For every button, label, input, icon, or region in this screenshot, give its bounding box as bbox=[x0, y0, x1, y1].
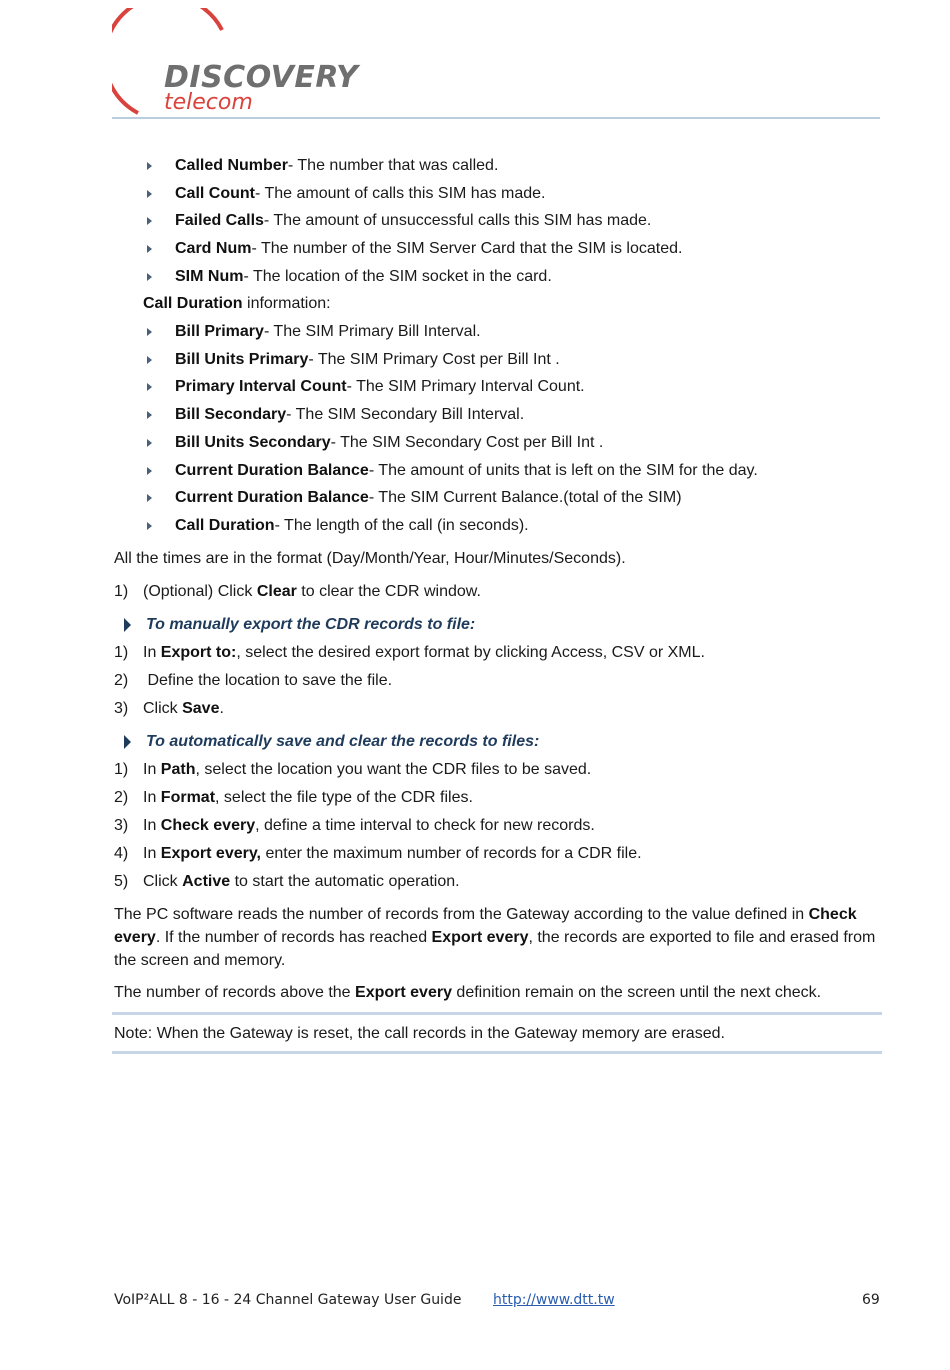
list-item bbox=[144, 459, 758, 483]
call-duration-heading bbox=[143, 292, 331, 316]
footer-website-link[interactable]: http://www.dtt.tw bbox=[493, 1292, 615, 1308]
step-ui-term: Export to: bbox=[160, 644, 237, 661]
procedure-title: To automatically save and clear the records to files: bbox=[146, 733, 540, 750]
step-number: 4) bbox=[114, 845, 129, 862]
logo-word-discovery: DISCOVERY bbox=[164, 60, 359, 95]
bullet-arrow-icon bbox=[147, 273, 152, 281]
note-bottom-border bbox=[112, 1051, 882, 1054]
list-item bbox=[144, 431, 603, 455]
description: - The amount of calls this SIM has made. bbox=[255, 185, 546, 202]
footer-title: VoIP²ALL 8 - 16 - 24 Channel Gateway User Guide bbox=[114, 1292, 462, 1308]
list-item bbox=[144, 348, 560, 372]
term: Current Duration Balance bbox=[175, 489, 369, 506]
step-item bbox=[143, 842, 642, 866]
step-number: 5) bbox=[114, 873, 129, 890]
description: - The location of the SIM socket in the card. bbox=[243, 268, 552, 285]
procedure-title: To manually export the CDR records to file: bbox=[146, 616, 476, 633]
description: information: bbox=[242, 295, 331, 312]
step-text: In bbox=[143, 845, 161, 862]
description: - The amount of unsuccessful calls this SIM has made. bbox=[263, 212, 652, 229]
step-text: enter the maximum number of records for a CDR file. bbox=[261, 845, 642, 862]
logo-word-telecom: telecom bbox=[164, 90, 253, 115]
bullet-arrow-icon bbox=[147, 217, 152, 225]
step-text: Click bbox=[143, 700, 183, 717]
bullet-arrow-icon bbox=[147, 494, 152, 502]
term: SIM Num bbox=[175, 268, 244, 285]
description: - The amount of units that is left on the SIM for the day. bbox=[368, 462, 758, 479]
list-item bbox=[144, 237, 682, 261]
term: Current Duration Balance bbox=[175, 462, 369, 479]
description: - The number of the SIM Server Card that the SIM is located. bbox=[251, 240, 683, 257]
bullet-arrow-icon bbox=[147, 162, 152, 170]
paragraph-text: definition remain on the screen until the next check. bbox=[451, 984, 822, 1001]
list-item bbox=[144, 154, 498, 178]
list-item bbox=[144, 182, 546, 206]
paragraph-ui-term: Check every bbox=[114, 906, 857, 946]
step-text: Define the location to save the file. bbox=[143, 672, 393, 689]
step-number: 1) bbox=[114, 644, 129, 661]
bullet-arrow-icon bbox=[147, 522, 152, 530]
list-item bbox=[144, 375, 585, 399]
term: Bill Units Primary bbox=[175, 351, 309, 368]
term: Card Num bbox=[175, 240, 252, 257]
bullet-arrow-icon bbox=[147, 190, 152, 198]
bullet-arrow-icon bbox=[147, 356, 152, 364]
times-format-text: All the times are in the format (Day/Month/Year, Hour/Minutes/Seconds). bbox=[114, 550, 626, 567]
description: - The SIM Current Balance.(total of the SIM) bbox=[368, 489, 682, 506]
step-ui-term: Format bbox=[160, 789, 216, 806]
step-item bbox=[143, 814, 595, 838]
procedure-heading bbox=[120, 730, 539, 754]
description: - The SIM Secondary Bill Interval. bbox=[286, 406, 525, 423]
explanation-paragraph bbox=[114, 981, 884, 1004]
term: Call Duration bbox=[175, 517, 275, 534]
term: Primary Interval Count bbox=[175, 378, 347, 395]
step-text: to clear the CDR window. bbox=[296, 583, 481, 600]
description: - The SIM Primary Cost per Bill Int . bbox=[308, 351, 560, 368]
paragraph-ui-term: Export every bbox=[431, 929, 529, 946]
page-number: 69 bbox=[862, 1292, 880, 1308]
step-item bbox=[143, 758, 591, 782]
term: Call Count bbox=[175, 185, 255, 202]
company-logo bbox=[112, 8, 362, 118]
step-number: 2) bbox=[114, 789, 129, 806]
bullet-arrow-icon bbox=[147, 245, 152, 253]
explanation-paragraph bbox=[114, 903, 884, 972]
term: Called Number bbox=[175, 157, 288, 174]
step-item bbox=[143, 870, 460, 894]
step-ui-term: Check every bbox=[160, 817, 256, 834]
description: - The SIM Secondary Cost per Bill Int . bbox=[330, 434, 604, 451]
bullet-arrow-icon bbox=[147, 383, 152, 391]
step-text: Click bbox=[143, 873, 183, 890]
step-text: In bbox=[143, 817, 161, 834]
note-top-border bbox=[112, 1012, 882, 1015]
step-number: 3) bbox=[114, 700, 129, 717]
term: Failed Calls bbox=[175, 212, 264, 229]
step-text: . bbox=[219, 700, 224, 717]
paragraph-ui-term: Export every bbox=[355, 984, 452, 1001]
step-number: 2) bbox=[114, 672, 129, 689]
step-text: , select the location you want the CDR files to be saved. bbox=[195, 761, 592, 778]
description: - The number that was called. bbox=[287, 157, 499, 174]
paragraph-text: , the records are exported to file and erased from the screen and memory. bbox=[114, 929, 876, 969]
bullet-arrow-icon bbox=[147, 467, 152, 475]
term: Bill Primary bbox=[175, 323, 264, 340]
description: - The SIM Primary Interval Count. bbox=[346, 378, 585, 395]
step-item bbox=[143, 641, 705, 665]
paragraph-text: . If the number of records has reached bbox=[155, 929, 432, 946]
step-item bbox=[143, 697, 224, 721]
list-item bbox=[144, 265, 552, 289]
step-text: , define a time interval to check for new records. bbox=[255, 817, 595, 834]
step-ui-term: Export every, bbox=[160, 845, 261, 862]
step-item bbox=[143, 786, 473, 810]
step-ui-term: Path bbox=[160, 761, 196, 778]
description: - The SIM Primary Bill Interval. bbox=[263, 323, 481, 340]
paragraph-text: The PC software reads the number of records from the Gateway according to the value defined in bbox=[114, 906, 809, 923]
step-number: 1) bbox=[114, 583, 129, 600]
procedure-heading bbox=[120, 613, 475, 637]
procedure-arrow-icon bbox=[124, 735, 131, 749]
step-number: 1) bbox=[114, 761, 129, 778]
list-item bbox=[144, 209, 651, 233]
list-item bbox=[144, 514, 529, 538]
step-text: In bbox=[143, 789, 161, 806]
paragraph-text: The number of records above the bbox=[114, 984, 356, 1001]
list-item bbox=[144, 403, 524, 427]
bullet-arrow-icon bbox=[147, 411, 152, 419]
bullet-arrow-icon bbox=[147, 439, 152, 447]
step-text: to start the automatic operation. bbox=[230, 873, 460, 890]
step-item bbox=[143, 669, 392, 693]
term: Bill Secondary bbox=[175, 406, 287, 423]
term: Bill Units Secondary bbox=[175, 434, 331, 451]
note-text: Note: When the Gateway is reset, the call records in the Gateway memory are erased. bbox=[114, 1025, 725, 1042]
step-ui-term: Save bbox=[182, 700, 220, 717]
procedure-arrow-icon bbox=[124, 618, 131, 632]
step-text: In bbox=[143, 761, 161, 778]
step-text: (Optional) Click bbox=[143, 583, 257, 600]
step-text: , select the file type of the CDR files. bbox=[215, 789, 473, 806]
clear-step bbox=[143, 580, 481, 604]
step-ui-term: Clear bbox=[256, 583, 297, 600]
description: - The length of the call (in seconds). bbox=[274, 517, 529, 534]
step-ui-term: Active bbox=[182, 873, 231, 890]
step-number: 3) bbox=[114, 817, 129, 834]
step-text: In bbox=[143, 644, 161, 661]
term: Call Duration bbox=[143, 295, 243, 312]
step-text: , select the desired export format by clicking Access, CSV or XML. bbox=[236, 644, 705, 661]
list-item bbox=[144, 320, 481, 344]
header-divider bbox=[112, 117, 880, 119]
list-item bbox=[144, 486, 682, 510]
bullet-arrow-icon bbox=[147, 328, 152, 336]
